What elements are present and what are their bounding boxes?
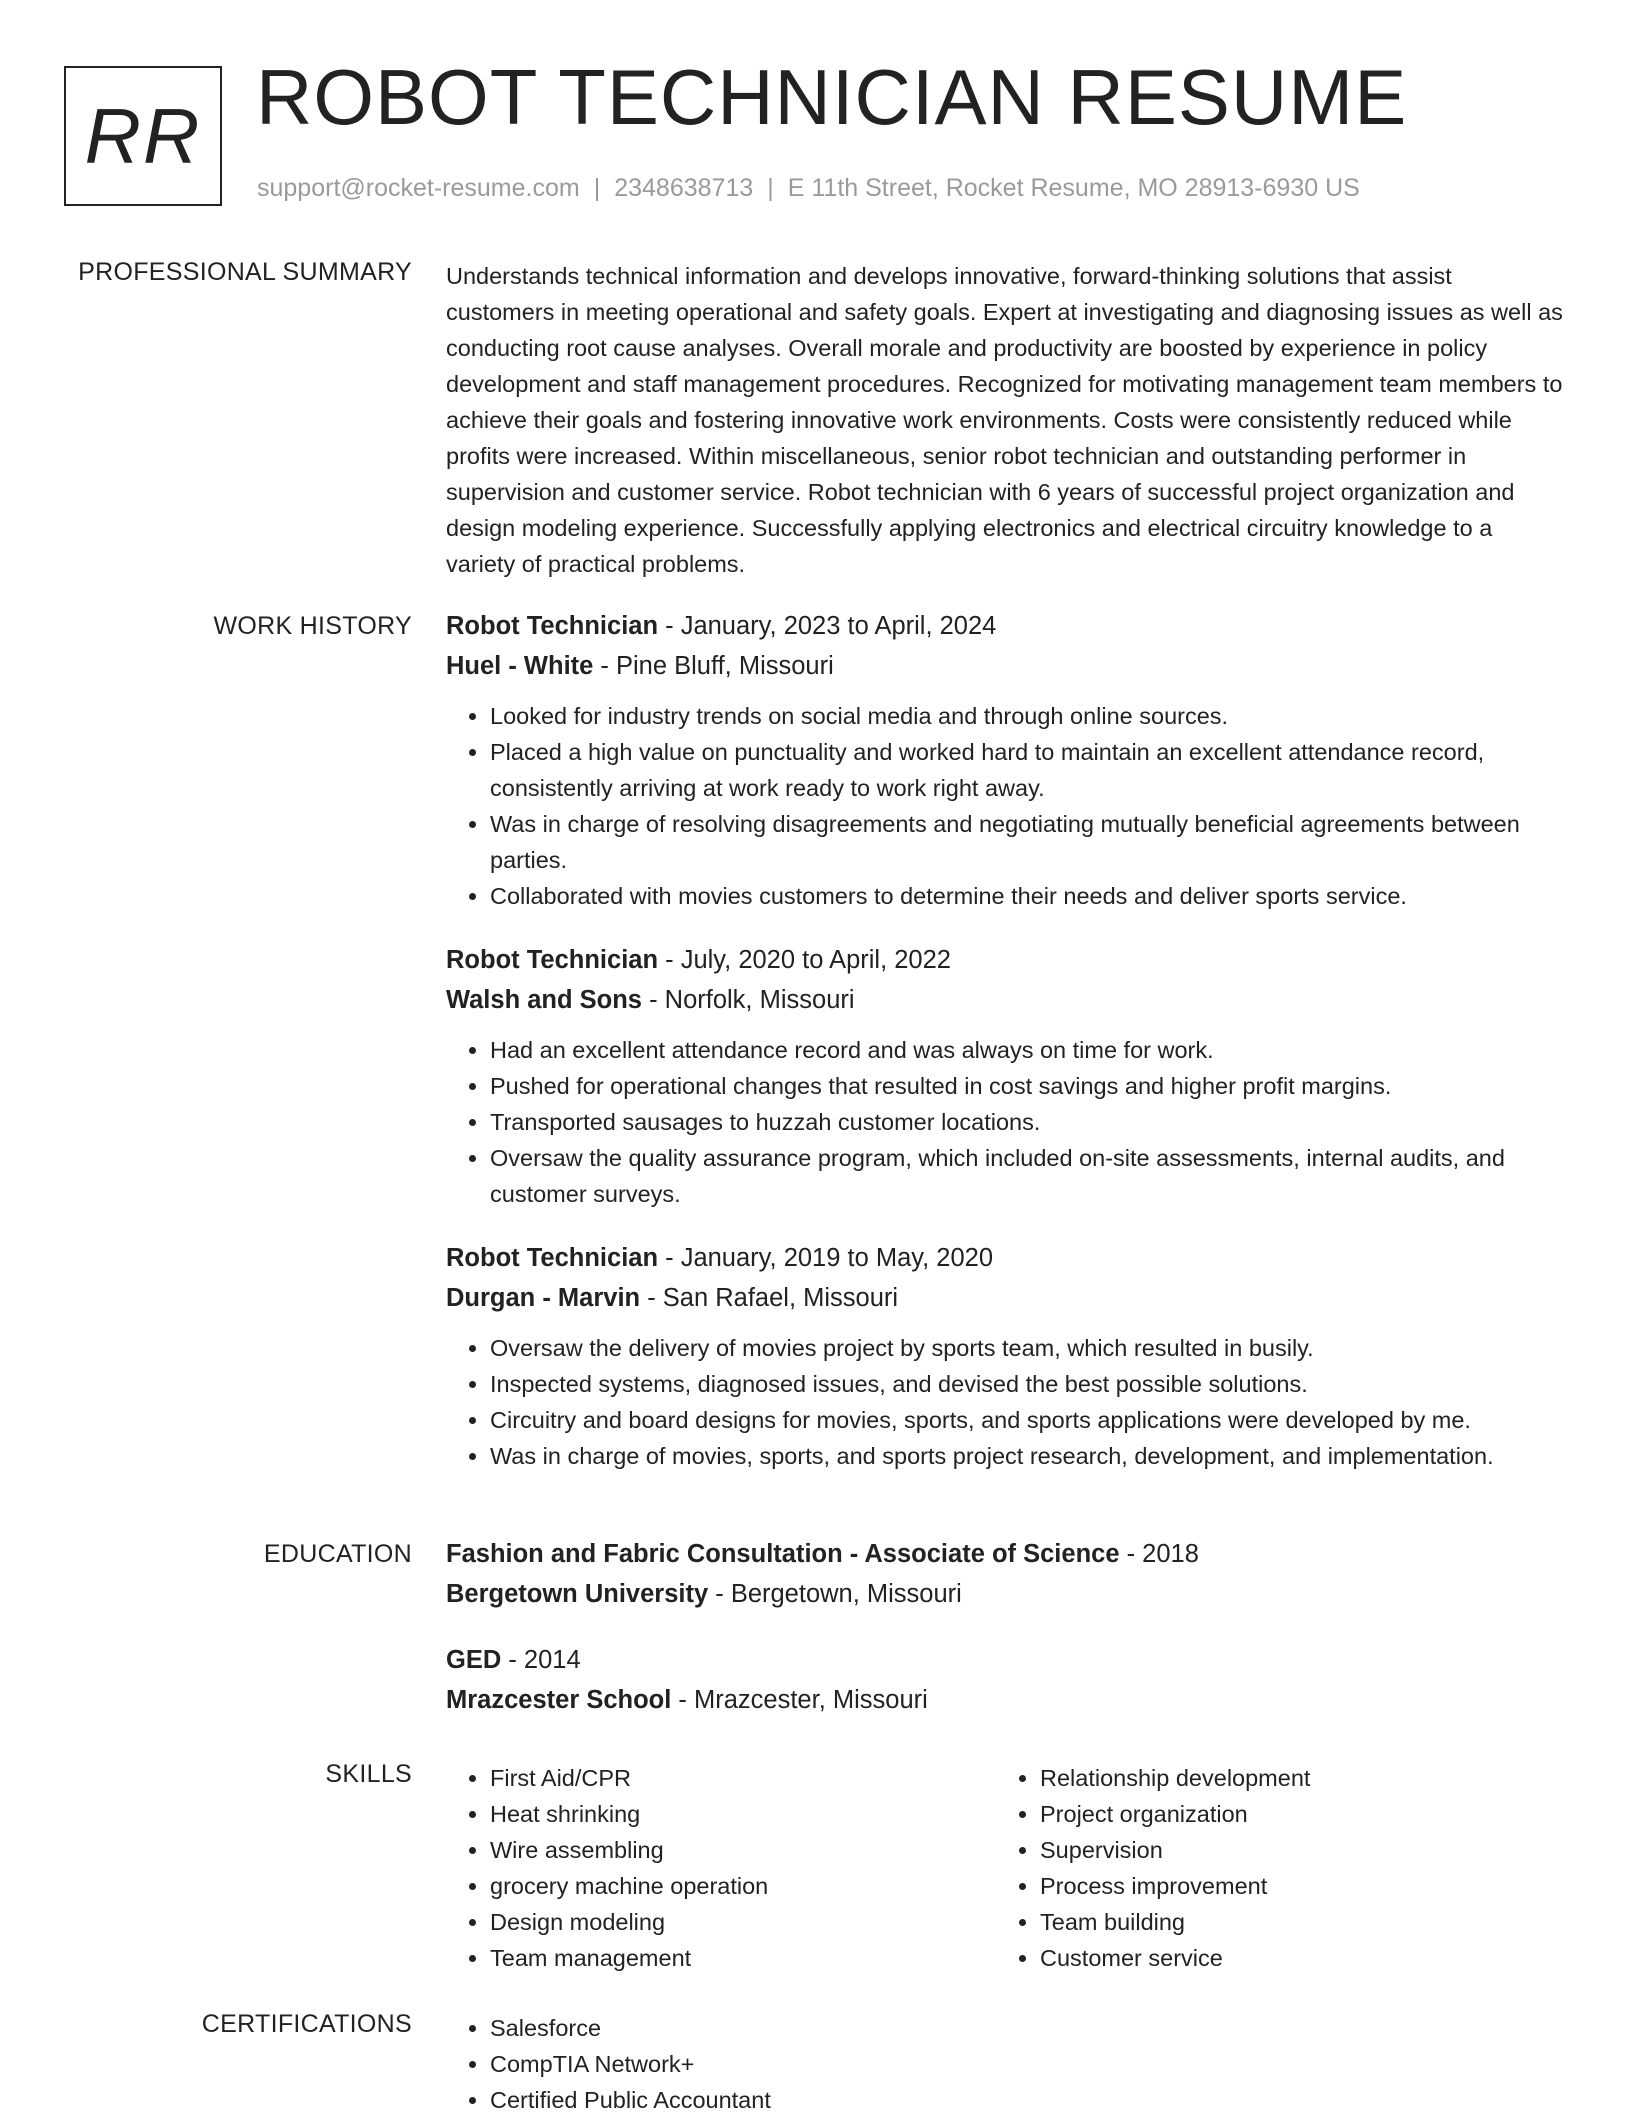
education-year: - 2018 [1119,1540,1199,1568]
skill-item: • Team building [1040,1904,1546,1940]
job-company-line [446,1278,1566,1318]
job-bullet: • Circuitry and board designs for movies, sports, and sports applications were developed by me. [490,1402,1566,1438]
certifications-list [446,2010,1566,2118]
skill-item: • Supervision [1040,1832,1546,1868]
skill-item: • First Aid/CPR [490,1760,996,1796]
job-dates: - January, 2019 to May, 2020 [658,1244,994,1272]
skill-item: • Relationship development [1040,1760,1546,1796]
education-school: Mrazcester School [446,1686,672,1714]
job-bullet: • Was in charge of movies, sports, and sports project research, development, and implementation. [490,1438,1566,1474]
summary-text: Understands technical information and develops innovative, forward-thinking solutions that assist customers in meeting operational and safety goals. Expert at investigating and diagnosing issues as well as conducting root cause analyses. Overall morale and productivity are boosted by experience in policy development and staff management procedures. Recognized for motivating management team members to achieve their goals and fostering innovative work environments. Costs were consistently reduced while profits were increased. Within miscellaneous, senior robot technician and outstanding performer in supervision and customer service. Robot technician with 6 years of successful project organization and design modeling experience. Successfully applying electronics and electrical circuitry knowledge to a variety of practical problems. [446,263,1563,577]
job-bullets [446,1032,1566,1212]
job-company-line [446,646,1566,686]
job-location: - San Rafael, Missouri [640,1284,899,1312]
education-school-line [446,1680,1566,1720]
job-dates: - January, 2023 to April, 2024 [658,612,997,640]
education-body [446,1534,1566,1746]
education-degree: Fashion and Fabric Consultation - Associate of Science [446,1540,1120,1568]
certification-item: • CompTIA Network+ [490,2046,1566,2082]
job-company: Huel - White [446,652,594,680]
summary-label: PROFESSIONAL SUMMARY [78,258,412,286]
skill-item: • Process improvement [1040,1868,1546,1904]
contact-phone[interactable]: 2348638713 [614,174,754,202]
education-degree: GED [446,1646,502,1674]
education-entry [446,1640,1566,1720]
job-entry [446,1238,1566,1474]
job-title: Robot Technician [446,946,659,974]
contact-separator: | [593,174,601,202]
summary-body [446,258,1566,582]
skill-item: • Project organization [1040,1796,1546,1832]
skill-item: • Team management [490,1940,996,1976]
monogram-logo: RR [64,66,222,206]
contact-separator: | [767,174,774,202]
job-bullet: • Was in charge of resolving disagreements and negotiating mutually beneficial agreements between parties. [490,806,1566,878]
job-bullets [446,698,1566,914]
certification-item: • Salesforce [490,2010,1566,2046]
job-bullet: • Placed a high value on punctuality and worked hard to maintain an excellent attendance record, consistently arriving at work ready to work right away. [490,734,1566,806]
skills-label: SKILLS [325,1760,412,1788]
skill-item: • Customer service [1040,1940,1546,1976]
job-title-line [446,606,1566,646]
education-school: Bergetown University [446,1580,709,1608]
education-entry [446,1534,1566,1614]
job-bullets [446,1330,1566,1474]
skill-item: • grocery machine operation [490,1868,996,1904]
job-company-line [446,980,1566,1020]
education-label: EDUCATION [263,1540,412,1568]
skills-list-left [446,1760,996,1976]
job-bullet: • Oversaw the delivery of movies project by sports team, which resulted in busily. [490,1330,1566,1366]
job-bullet: • Oversaw the quality assurance program, which included on-site assessments, internal audits, and customer surveys. [490,1140,1566,1212]
page-title: ROBOT TECHNICIAN RESUME [256,53,1408,141]
job-bullet: • Transported sausages to huzzah customer locations. [490,1104,1566,1140]
skills-column-right [996,1760,1546,1976]
certifications-label: CERTIFICATIONS [201,2010,412,2038]
job-entry [446,940,1566,1212]
certifications-body [446,2010,1566,2118]
education-location: - Bergetown, Missouri [708,1580,962,1608]
education-year: - 2014 [501,1646,581,1674]
job-bullet: • Pushed for operational changes that resulted in cost savings and higher profit margins. [490,1068,1566,1104]
education-degree-line [446,1534,1566,1574]
contact-address: E 11th Street, Rocket Resume, MO 28913-6930 US [787,174,1360,202]
work-history-body [446,606,1566,1500]
education-school-line [446,1574,1566,1614]
education-degree-line [446,1640,1566,1680]
job-bullet: • Inspected systems, diagnosed issues, and devised the best possible solutions. [490,1366,1566,1402]
skills-column-left [446,1760,996,1976]
job-bullet: • Collaborated with movies customers to determine their needs and deliver sports service. [490,878,1566,914]
job-company: Durgan - Marvin [446,1284,641,1312]
job-bullet: • Looked for industry trends on social media and through online sources. [490,698,1566,734]
job-entry [446,606,1566,914]
skills-list-right [996,1760,1546,1976]
skill-item: • Design modeling [490,1904,996,1940]
job-bullet: • Had an excellent attendance record and was always on time for work. [490,1032,1566,1068]
skill-item: • Wire assembling [490,1832,996,1868]
education-location: - Mrazcester, Missouri [671,1686,928,1714]
job-company: Walsh and Sons [446,986,642,1014]
job-title: Robot Technician [446,1244,659,1272]
skill-item: • Heat shrinking [490,1796,996,1832]
job-title-line [446,940,1566,980]
contact-line [257,174,1360,203]
work-history-label: WORK HISTORY [213,612,412,640]
job-location: - Norfolk, Missouri [642,986,855,1014]
skills-body [446,1760,1566,1976]
job-title-line [446,1238,1566,1278]
skills-columns [446,1760,1566,1976]
contact-email[interactable]: support@rocket-resume.com [257,174,580,202]
job-title: Robot Technician [446,612,659,640]
certification-item: • Certified Public Accountant [490,2082,1566,2118]
job-location: - Pine Bluff, Missouri [593,652,834,680]
job-dates: - July, 2020 to April, 2022 [658,946,951,974]
